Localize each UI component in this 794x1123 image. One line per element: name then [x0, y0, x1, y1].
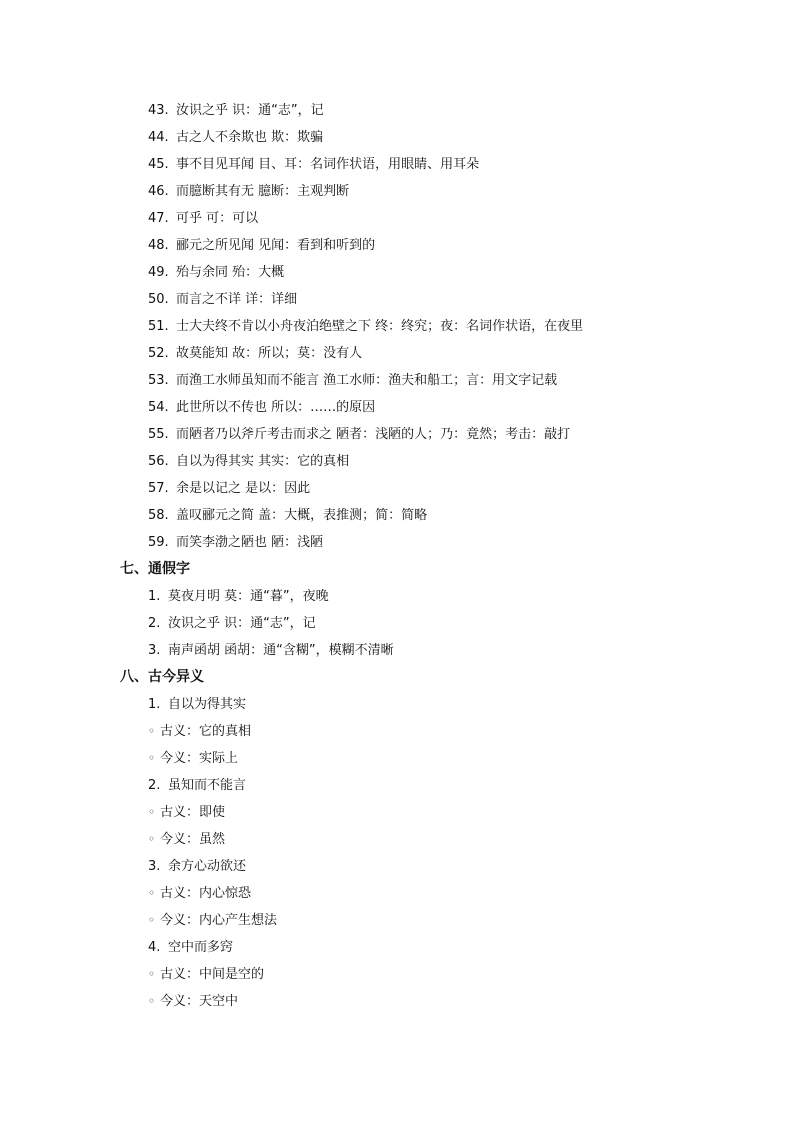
item-number: 4.: [148, 940, 161, 955]
item-text: 郦元之所见闻 见闻：看到和听到的: [176, 238, 376, 253]
list-item: [0, 124, 794, 151]
list-item: [0, 313, 794, 340]
item-text: 可乎 可：可以: [176, 211, 259, 226]
ancient-meaning: 古义：内心惊恐: [160, 886, 252, 901]
list-item: [0, 151, 794, 178]
item-text: 而臆断其有无 臆断：主观判断: [176, 184, 350, 199]
bullet-item: [0, 745, 794, 772]
bullet-icon: ◦: [148, 886, 156, 900]
item-text: 汝识之乎 识：通“志”，记: [168, 616, 316, 631]
item-text: 士大夫终不肯以小舟夜泊绝壁之下 终：终究；夜：名词作状语，在夜里: [176, 319, 584, 334]
item-phrase: 虽知而不能言: [168, 778, 247, 793]
list-item: [0, 232, 794, 259]
ancient-meaning: 古义：即使: [160, 805, 226, 820]
item-number: 3.: [148, 859, 161, 874]
list-item: [0, 853, 794, 880]
list-item: [0, 529, 794, 556]
list-item: [0, 610, 794, 637]
item-number: 57.: [148, 481, 169, 496]
item-text: 自以为得其实 其实：它的真相: [176, 454, 350, 469]
item-number: 55.: [148, 427, 169, 442]
list-item: [0, 205, 794, 232]
bullet-icon: ◦: [148, 967, 156, 981]
list-item: [0, 259, 794, 286]
item-text: 南声函胡 函胡：通“含糊”，模糊不清晰: [168, 643, 394, 658]
item-number: 54.: [148, 400, 169, 415]
section-heading-tongjiazi: 七、通假字: [120, 561, 190, 577]
bullet-icon: ◦: [148, 751, 156, 765]
list-item: [0, 448, 794, 475]
item-phrase: 余方心动欲还: [168, 859, 247, 874]
ancient-meaning: 古义：中间是空的: [160, 967, 265, 982]
item-number: 3.: [148, 643, 161, 658]
item-number: 48.: [148, 238, 169, 253]
item-number: 44.: [148, 130, 169, 145]
item-number: 45.: [148, 157, 169, 172]
bullet-item: [0, 799, 794, 826]
bullet-icon: ◦: [148, 994, 156, 1008]
item-phrase: 空中而多窍: [168, 940, 234, 955]
item-text: 余是以记之 是以：因此: [176, 481, 311, 496]
item-text: 古之人不余欺也 欺：欺骗: [176, 130, 324, 145]
item-text: 而陋者乃以斧斤考击而求之 陋者：浅陋的人；乃：竟然；考击：敲打: [176, 427, 571, 442]
list-item: [0, 421, 794, 448]
list-item: [0, 475, 794, 502]
item-text: 故莫能知 故：所以；莫：没有人: [176, 346, 363, 361]
item-phrase: 自以为得其实: [168, 697, 247, 712]
list-item: [0, 394, 794, 421]
modern-meaning: 今义：天空中: [160, 994, 239, 1009]
item-text: 盖叹郦元之简 盖：大概，表推测；简：简略: [176, 508, 428, 523]
item-text: 此世所以不传也 所以：……的原因: [176, 400, 376, 415]
item-text: 而言之不详 详：详细: [176, 292, 298, 307]
bullet-item: [0, 826, 794, 853]
item-text: 汝识之乎 识：通“志”，记: [176, 103, 324, 118]
item-text: 殆与余同 殆：大概: [176, 265, 285, 280]
bullet-icon: ◦: [148, 913, 156, 927]
item-number: 2.: [148, 616, 161, 631]
list-item: [0, 178, 794, 205]
item-text: 而笑李渤之陋也 陋：浅陋: [176, 535, 324, 550]
list-item: [0, 502, 794, 529]
bullet-item: [0, 988, 794, 1015]
item-text: 而渔工水师虽知而不能言 渔工水师：渔夫和船工；言：用文字记载: [176, 373, 558, 388]
bullet-item: [0, 907, 794, 934]
list-item: [0, 97, 794, 124]
item-number: 2.: [148, 778, 161, 793]
list-item: [0, 340, 794, 367]
item-number: 59.: [148, 535, 169, 550]
item-number: 46.: [148, 184, 169, 199]
item-text: 莫夜月明 莫：通“暮”，夜晚: [168, 589, 329, 604]
list-item: [0, 772, 794, 799]
item-number: 43.: [148, 103, 169, 118]
ancient-meaning: 古义：它的真相: [160, 724, 252, 739]
bullet-icon: ◦: [148, 805, 156, 819]
item-number: 58.: [148, 508, 169, 523]
list-item: [0, 367, 794, 394]
item-number: 1.: [148, 589, 161, 604]
list-item: [0, 637, 794, 664]
item-number: 49.: [148, 265, 169, 280]
page-content: [0, 97, 794, 1015]
list-item: [0, 691, 794, 718]
bullet-icon: ◦: [148, 724, 156, 738]
bullet-icon: ◦: [148, 832, 156, 846]
item-text: 事不目见耳闻 目、耳：名词作状语，用眼睛、用耳朵: [176, 157, 480, 172]
list-item: [0, 934, 794, 961]
item-number: 53.: [148, 373, 169, 388]
list-item: [0, 286, 794, 313]
bullet-item: [0, 880, 794, 907]
item-number: 50.: [148, 292, 169, 307]
bullet-item: [0, 961, 794, 988]
modern-meaning: 今义：虽然: [160, 832, 226, 847]
item-number: 1.: [148, 697, 161, 712]
modern-meaning: 今义：实际上: [160, 751, 239, 766]
item-number: 51.: [148, 319, 169, 334]
list-item: [0, 583, 794, 610]
item-number: 47.: [148, 211, 169, 226]
section-heading-gujinyiyi: 八、古今异义: [120, 669, 204, 685]
bullet-item: [0, 718, 794, 745]
item-number: 56.: [148, 454, 169, 469]
item-number: 52.: [148, 346, 169, 361]
modern-meaning: 今义：内心产生想法: [160, 913, 278, 928]
